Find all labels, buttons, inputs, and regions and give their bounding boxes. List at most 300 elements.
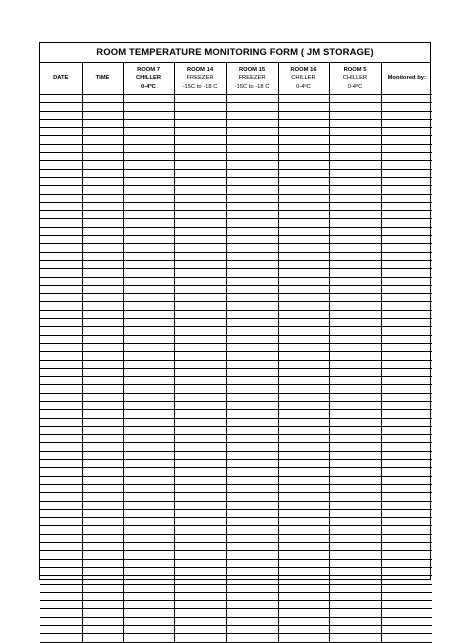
entry-cell[interactable] [329,236,381,244]
entry-cell[interactable] [82,335,123,343]
entry-cell[interactable] [174,443,226,451]
entry-cell[interactable] [278,385,329,393]
entry-cell[interactable] [40,634,82,642]
entry-cell[interactable] [82,410,123,418]
entry-cell[interactable] [174,236,226,244]
entry-cell[interactable] [278,161,329,169]
entry-cell[interactable] [82,451,123,459]
entry-cell[interactable] [278,153,329,161]
entry-cell[interactable] [123,368,174,376]
entry-cell[interactable] [329,343,381,351]
entry-cell[interactable] [381,277,432,285]
entry-cell[interactable] [381,543,432,551]
entry-cell[interactable] [278,186,329,194]
entry-cell[interactable] [381,509,432,517]
entry-cell[interactable] [40,468,82,476]
entry-cell[interactable] [174,136,226,144]
entry-cell[interactable] [123,460,174,468]
entry-cell[interactable] [278,410,329,418]
entry-cell[interactable] [174,509,226,517]
entry-cell[interactable] [123,493,174,501]
entry-cell[interactable] [226,617,278,625]
entry-cell[interactable] [174,219,226,227]
entry-cell[interactable] [174,310,226,318]
entry-cell[interactable] [329,584,381,592]
entry-cell[interactable] [329,111,381,119]
entry-cell[interactable] [40,95,82,103]
entry-cell[interactable] [123,410,174,418]
entry-cell[interactable] [278,310,329,318]
entry-cell[interactable] [174,460,226,468]
entry-cell[interactable] [381,617,432,625]
entry-cell[interactable] [226,161,278,169]
entry-cell[interactable] [40,260,82,268]
entry-cell[interactable] [278,377,329,385]
entry-cell[interactable] [174,617,226,625]
entry-cell[interactable] [226,169,278,177]
entry-cell[interactable] [278,95,329,103]
entry-cell[interactable] [123,95,174,103]
entry-cell[interactable] [381,377,432,385]
entry-cell[interactable] [82,227,123,235]
entry-cell[interactable] [329,526,381,534]
entry-cell[interactable] [82,592,123,600]
entry-cell[interactable] [174,103,226,111]
entry-cell[interactable] [123,294,174,302]
entry-cell[interactable] [82,526,123,534]
entry-cell[interactable] [226,410,278,418]
entry-cell[interactable] [381,310,432,318]
entry-cell[interactable] [226,144,278,152]
entry-cell[interactable] [40,128,82,136]
entry-cell[interactable] [329,269,381,277]
entry-cell[interactable] [278,119,329,127]
entry-cell[interactable] [278,592,329,600]
entry-cell[interactable] [82,559,123,567]
entry-cell[interactable] [123,418,174,426]
entry-cell[interactable] [123,310,174,318]
entry-cell[interactable] [278,285,329,293]
entry-cell[interactable] [226,194,278,202]
entry-cell[interactable] [329,476,381,484]
entry-cell[interactable] [123,202,174,210]
entry-cell[interactable] [381,368,432,376]
entry-cell[interactable] [82,161,123,169]
entry-cell[interactable] [226,186,278,194]
entry-cell[interactable] [329,377,381,385]
entry-cell[interactable] [278,559,329,567]
entry-cell[interactable] [123,451,174,459]
entry-cell[interactable] [381,401,432,409]
entry-cell[interactable] [174,476,226,484]
entry-cell[interactable] [174,252,226,260]
entry-cell[interactable] [381,468,432,476]
entry-cell[interactable] [40,202,82,210]
entry-cell[interactable] [82,169,123,177]
entry-cell[interactable] [82,543,123,551]
entry-cell[interactable] [226,543,278,551]
entry-cell[interactable] [82,493,123,501]
entry-cell[interactable] [174,601,226,609]
entry-cell[interactable] [329,576,381,584]
entry-cell[interactable] [329,626,381,634]
entry-cell[interactable] [123,352,174,360]
entry-cell[interactable] [174,576,226,584]
entry-cell[interactable] [82,310,123,318]
entry-cell[interactable] [278,493,329,501]
entry-cell[interactable] [174,161,226,169]
entry-cell[interactable] [278,443,329,451]
entry-cell[interactable] [278,567,329,575]
entry-cell[interactable] [40,443,82,451]
entry-cell[interactable] [82,377,123,385]
entry-cell[interactable] [226,119,278,127]
entry-cell[interactable] [381,584,432,592]
entry-cell[interactable] [123,609,174,617]
entry-cell[interactable] [82,393,123,401]
entry-cell[interactable] [226,551,278,559]
entry-cell[interactable] [123,153,174,161]
entry-cell[interactable] [329,202,381,210]
entry-cell[interactable] [278,460,329,468]
entry-cell[interactable] [329,418,381,426]
entry-cell[interactable] [381,460,432,468]
entry-cell[interactable] [226,393,278,401]
entry-cell[interactable] [123,335,174,343]
entry-cell[interactable] [40,119,82,127]
entry-cell[interactable] [381,484,432,492]
entry-cell[interactable] [82,352,123,360]
entry-cell[interactable] [329,567,381,575]
entry-cell[interactable] [329,252,381,260]
entry-cell[interactable] [123,501,174,509]
entry-cell[interactable] [381,526,432,534]
entry-cell[interactable] [278,177,329,185]
entry-cell[interactable] [381,252,432,260]
entry-cell[interactable] [329,534,381,542]
entry-cell[interactable] [278,103,329,111]
entry-cell[interactable] [381,153,432,161]
entry-cell[interactable] [40,534,82,542]
entry-cell[interactable] [82,626,123,634]
entry-cell[interactable] [226,526,278,534]
entry-cell[interactable] [123,119,174,127]
entry-cell[interactable] [82,136,123,144]
entry-cell[interactable] [40,153,82,161]
entry-cell[interactable] [278,526,329,534]
entry-cell[interactable] [329,426,381,434]
entry-cell[interactable] [226,128,278,136]
entry-cell[interactable] [278,269,329,277]
entry-cell[interactable] [226,501,278,509]
entry-cell[interactable] [174,626,226,634]
entry-cell[interactable] [329,435,381,443]
entry-cell[interactable] [123,186,174,194]
entry-cell[interactable] [174,202,226,210]
entry-cell[interactable] [174,285,226,293]
entry-cell[interactable] [82,269,123,277]
entry-cell[interactable] [329,501,381,509]
entry-cell[interactable] [329,451,381,459]
entry-cell[interactable] [226,211,278,219]
entry-cell[interactable] [329,219,381,227]
entry-cell[interactable] [82,484,123,492]
entry-cell[interactable] [82,319,123,327]
entry-cell[interactable] [174,335,226,343]
entry-cell[interactable] [174,211,226,219]
entry-cell[interactable] [381,501,432,509]
entry-cell[interactable] [174,302,226,310]
entry-cell[interactable] [278,343,329,351]
entry-cell[interactable] [123,509,174,517]
entry-cell[interactable] [329,327,381,335]
entry-cell[interactable] [174,559,226,567]
entry-cell[interactable] [329,177,381,185]
entry-cell[interactable] [329,543,381,551]
entry-cell[interactable] [123,584,174,592]
entry-cell[interactable] [174,468,226,476]
entry-cell[interactable] [381,634,432,642]
entry-cell[interactable] [82,277,123,285]
entry-cell[interactable] [40,335,82,343]
entry-cell[interactable] [82,119,123,127]
entry-cell[interactable] [40,269,82,277]
entry-cell[interactable] [40,484,82,492]
entry-cell[interactable] [226,601,278,609]
entry-cell[interactable] [40,352,82,360]
entry-cell[interactable] [329,360,381,368]
entry-cell[interactable] [329,601,381,609]
entry-cell[interactable] [123,236,174,244]
entry-cell[interactable] [123,219,174,227]
entry-cell[interactable] [226,103,278,111]
entry-cell[interactable] [278,501,329,509]
entry-cell[interactable] [381,103,432,111]
entry-cell[interactable] [381,119,432,127]
entry-cell[interactable] [40,609,82,617]
entry-cell[interactable] [381,443,432,451]
entry-cell[interactable] [82,153,123,161]
entry-cell[interactable] [174,543,226,551]
entry-cell[interactable] [174,319,226,327]
entry-cell[interactable] [329,617,381,625]
entry-cell[interactable] [40,626,82,634]
entry-cell[interactable] [226,95,278,103]
entry-cell[interactable] [278,543,329,551]
entry-cell[interactable] [381,559,432,567]
entry-cell[interactable] [381,385,432,393]
entry-cell[interactable] [82,443,123,451]
entry-cell[interactable] [226,177,278,185]
entry-cell[interactable] [174,194,226,202]
entry-cell[interactable] [123,194,174,202]
entry-cell[interactable] [174,119,226,127]
entry-cell[interactable] [123,103,174,111]
entry-cell[interactable] [82,418,123,426]
entry-cell[interactable] [278,576,329,584]
entry-cell[interactable] [40,476,82,484]
entry-cell[interactable] [226,202,278,210]
entry-cell[interactable] [40,285,82,293]
entry-cell[interactable] [329,302,381,310]
entry-cell[interactable] [226,576,278,584]
entry-cell[interactable] [278,476,329,484]
entry-cell[interactable] [123,128,174,136]
entry-cell[interactable] [82,501,123,509]
entry-cell[interactable] [82,128,123,136]
entry-cell[interactable] [381,202,432,210]
entry-cell[interactable] [82,252,123,260]
entry-cell[interactable] [226,310,278,318]
entry-cell[interactable] [226,584,278,592]
entry-cell[interactable] [123,576,174,584]
entry-cell[interactable] [226,435,278,443]
entry-cell[interactable] [123,136,174,144]
entry-cell[interactable] [329,285,381,293]
entry-cell[interactable] [278,368,329,376]
entry-cell[interactable] [226,443,278,451]
entry-cell[interactable] [226,319,278,327]
entry-cell[interactable] [278,319,329,327]
entry-cell[interactable] [329,609,381,617]
entry-cell[interactable] [278,393,329,401]
entry-cell[interactable] [226,377,278,385]
entry-cell[interactable] [381,576,432,584]
entry-cell[interactable] [278,634,329,642]
entry-cell[interactable] [278,128,329,136]
entry-cell[interactable] [82,426,123,434]
entry-cell[interactable] [381,177,432,185]
entry-cell[interactable] [226,534,278,542]
entry-cell[interactable] [278,294,329,302]
entry-cell[interactable] [278,451,329,459]
entry-cell[interactable] [381,294,432,302]
entry-cell[interactable] [40,319,82,327]
entry-cell[interactable] [278,509,329,517]
entry-cell[interactable] [381,161,432,169]
entry-cell[interactable] [174,277,226,285]
entry-cell[interactable] [174,128,226,136]
entry-cell[interactable] [40,493,82,501]
entry-cell[interactable] [82,468,123,476]
entry-cell[interactable] [278,609,329,617]
entry-cell[interactable] [82,111,123,119]
entry-cell[interactable] [278,244,329,252]
entry-cell[interactable] [40,576,82,584]
entry-cell[interactable] [226,401,278,409]
entry-cell[interactable] [329,227,381,235]
entry-cell[interactable] [381,219,432,227]
entry-cell[interactable] [123,401,174,409]
entry-cell[interactable] [174,534,226,542]
entry-cell[interactable] [329,393,381,401]
entry-cell[interactable] [329,468,381,476]
entry-cell[interactable] [278,302,329,310]
entry-cell[interactable] [174,343,226,351]
entry-cell[interactable] [40,194,82,202]
entry-cell[interactable] [174,609,226,617]
entry-cell[interactable] [381,227,432,235]
entry-cell[interactable] [40,244,82,252]
entry-cell[interactable] [226,559,278,567]
entry-cell[interactable] [123,269,174,277]
entry-cell[interactable] [329,103,381,111]
entry-cell[interactable] [82,634,123,642]
entry-cell[interactable] [123,543,174,551]
entry-cell[interactable] [40,617,82,625]
entry-cell[interactable] [329,460,381,468]
entry-cell[interactable] [40,377,82,385]
entry-cell[interactable] [278,584,329,592]
entry-cell[interactable] [40,460,82,468]
entry-cell[interactable] [329,186,381,194]
entry-cell[interactable] [226,269,278,277]
entry-cell[interactable] [381,194,432,202]
entry-cell[interactable] [329,335,381,343]
entry-cell[interactable] [40,103,82,111]
entry-cell[interactable] [123,169,174,177]
entry-cell[interactable] [82,177,123,185]
entry-cell[interactable] [278,202,329,210]
entry-cell[interactable] [40,426,82,434]
entry-cell[interactable] [82,551,123,559]
entry-cell[interactable] [40,161,82,169]
entry-cell[interactable] [174,368,226,376]
entry-cell[interactable] [174,501,226,509]
entry-cell[interactable] [226,468,278,476]
entry-cell[interactable] [278,551,329,559]
entry-cell[interactable] [278,426,329,434]
entry-cell[interactable] [329,244,381,252]
entry-cell[interactable] [174,526,226,534]
entry-cell[interactable] [123,161,174,169]
entry-cell[interactable] [226,327,278,335]
entry-cell[interactable] [226,285,278,293]
entry-cell[interactable] [381,410,432,418]
entry-cell[interactable] [226,277,278,285]
entry-cell[interactable] [329,277,381,285]
entry-cell[interactable] [40,111,82,119]
entry-cell[interactable] [226,252,278,260]
entry-cell[interactable] [278,219,329,227]
entry-cell[interactable] [174,95,226,103]
entry-cell[interactable] [40,169,82,177]
entry-cell[interactable] [123,343,174,351]
entry-cell[interactable] [82,360,123,368]
entry-cell[interactable] [329,169,381,177]
entry-cell[interactable] [381,111,432,119]
entry-cell[interactable] [123,551,174,559]
entry-cell[interactable] [123,393,174,401]
entry-cell[interactable] [226,567,278,575]
entry-cell[interactable] [40,543,82,551]
entry-cell[interactable] [278,227,329,235]
entry-cell[interactable] [123,626,174,634]
entry-cell[interactable] [226,335,278,343]
entry-cell[interactable] [174,327,226,335]
entry-cell[interactable] [226,476,278,484]
entry-cell[interactable] [226,592,278,600]
entry-cell[interactable] [381,335,432,343]
entry-cell[interactable] [123,634,174,642]
entry-cell[interactable] [82,194,123,202]
entry-cell[interactable] [226,236,278,244]
entry-cell[interactable] [329,310,381,318]
entry-cell[interactable] [174,451,226,459]
entry-cell[interactable] [82,518,123,526]
entry-cell[interactable] [82,476,123,484]
entry-cell[interactable] [174,634,226,642]
